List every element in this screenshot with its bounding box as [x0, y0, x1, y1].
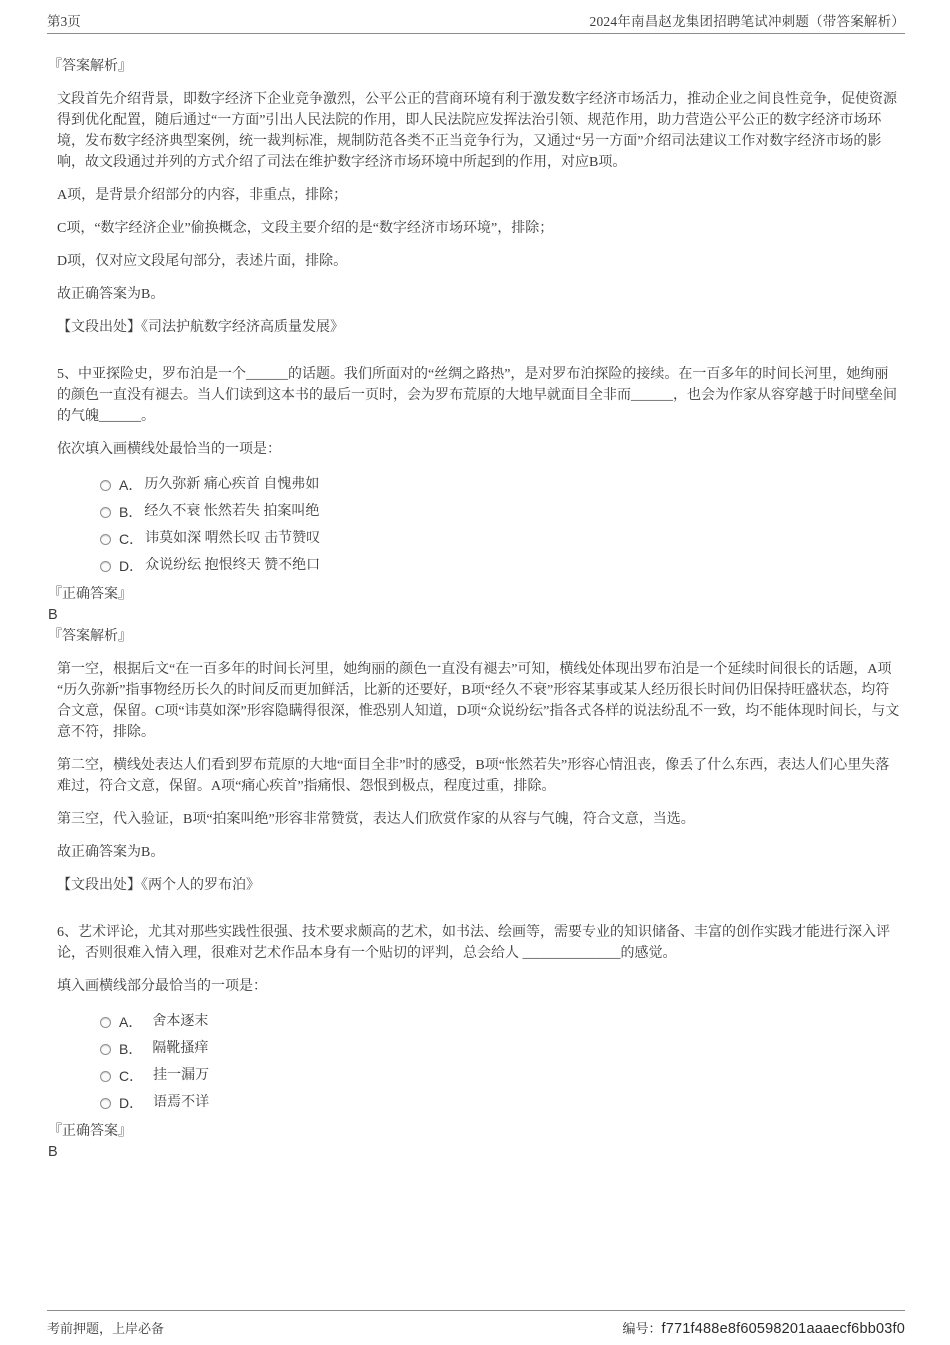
- radio-button-icon[interactable]: [100, 480, 111, 491]
- q5-analysis-blank-1: 第一空，根据后文“在一百多年的时间长河里，她绚丽的颜色一直没有褪去”可知，横线处体现出罗布泊是一个延续时间很长的话题，A项“历久弥新”指事物经历长久的时间反而更加鲜活，比新的还要好，B项“经久不衰”形容某事或某人经历很长时间仍旧保持旺盛状态，均符合文意，保留。C项“讳莫如深”形容隐瞒得很深，惟恐别人知道，D项“众说纷纭”指各式各样的说法纷乱不一致，均不能体现时间长，与文意不符，排除。: [57, 662, 900, 740]
- option-letter: A．: [119, 477, 143, 493]
- q4-point-d: D项，仅对应文段尾句部分，表述片面，排除。: [57, 254, 348, 269]
- radio-button-icon[interactable]: [100, 561, 111, 572]
- q5-conclusion: 故正确答案为B。: [57, 845, 165, 860]
- option-text: 众说纷纭 抱恨终天 赞不绝口: [145, 558, 321, 573]
- question-6-options: [100, 1012, 902, 1113]
- option-letter: B．: [119, 1041, 143, 1057]
- radio-button-icon[interactable]: [100, 507, 111, 518]
- q4-analysis-heading: 『答案解析』: [48, 59, 132, 74]
- question-5-instruction: 依次填入画横线处最恰当的一项是：: [57, 442, 281, 457]
- radio-button-icon[interactable]: [100, 1098, 111, 1109]
- option-text: 历久弥新 痛心疾首 自愧弗如: [144, 477, 320, 492]
- option-letter: A．: [119, 1014, 143, 1030]
- option-text: 经久不衰 怅然若失 拍案叫绝: [144, 504, 320, 519]
- question-6-option-a[interactable]: [100, 1012, 902, 1032]
- option-text: 隔靴搔痒: [152, 1041, 209, 1056]
- radio-button-icon[interactable]: [100, 1044, 111, 1055]
- q5-analysis-heading: 『答案解析』: [48, 629, 132, 644]
- q5-correct-answer-heading: 『正确答案』: [48, 587, 132, 602]
- radio-button-icon[interactable]: [100, 534, 111, 545]
- page-number: 第3页: [47, 14, 81, 29]
- q5-analysis-blank-2: 第二空，横线处表达人们看到罗布荒原的大地“面目全非”时的感受，B项“怅然若失”形容心情沮丧，像丢了什么东西，表达人们心里失落难过，符合文意，保留。A项“痛心疾首”指痛恨、怨恨到极点，程度过重，排除。: [57, 758, 890, 794]
- q4-source-note: 【文段出处】《司法护航数字经济高质量发展》: [57, 320, 344, 335]
- option-text: 讳莫如深 喟然长叹 击节赞叹: [145, 531, 321, 546]
- footer-serial: [623, 1318, 905, 1337]
- question-6-option-b[interactable]: [100, 1039, 902, 1059]
- radio-button-icon[interactable]: [100, 1017, 111, 1028]
- option-letter: C．: [119, 531, 144, 547]
- q5-analysis-blank-3: 第三空，代入验证，B项“拍案叫绝”形容非常赞赏，表达人们欣赏作家的从容与气魄，符合文意，当选。: [57, 812, 695, 827]
- footer-serial-label: 编号：: [622, 1321, 662, 1336]
- q5-correct-answer-value: B: [48, 607, 58, 623]
- option-letter: C．: [119, 1068, 144, 1084]
- q4-point-c: C项，“数字经济企业”偷换概念，文段主要介绍的是“数字经济市场环境”，排除；: [57, 221, 554, 236]
- option-text: 舍本逐末: [152, 1014, 209, 1029]
- option-text: 挂一漏万: [153, 1068, 210, 1083]
- question-5-option-d[interactable]: [100, 556, 902, 576]
- page-footer: [47, 1310, 905, 1337]
- footer-slogan: 考前押题，上岸必备: [47, 1321, 165, 1336]
- question-6-instruction: 填入画横线部分最恰当的一项是：: [57, 979, 267, 994]
- question-5-option-b[interactable]: [100, 502, 902, 522]
- question-5-stem: 5、中亚探险史，罗布泊是一个______的话题。我们所面对的“丝绸之路热”，是对罗布泊探险的接续。在一百多年的时间长河里，她绚丽的颜色一直没有褪去。当人们读到这本书的最后一页时，会为罗布荒原的大地早就面目全非而______，也会为作家从容穿越于时间壁垒间的气魄______。: [57, 367, 897, 424]
- q6-correct-answer-value: B: [48, 1144, 58, 1160]
- question-6-option-c[interactable]: [100, 1066, 902, 1086]
- q4-conclusion: 故正确答案为B。: [57, 287, 165, 302]
- question-5-option-a[interactable]: [100, 475, 902, 495]
- option-letter: B．: [119, 504, 143, 520]
- q5-source-note: 【文段出处】《两个人的罗布泊》: [57, 878, 260, 893]
- question-6-option-d[interactable]: [100, 1093, 902, 1113]
- q4-analysis-paragraph: 文段首先介绍背景，即数字经济下企业竞争激烈，公平公正的营商环境有利于激发数字经济市场活力，推动企业之间良性竞争，促使资源得到优化配置，随后通过“一方面”引出人民法院的作用，即人民法院应发挥法治引领、规范作用，助力营造公平公正的数字经济市场环境，发布数字经济典型案例，统一裁判标准，规制防范各类不正当竞争行为，又通过“另一方面”介绍司法建议工作对数字经济市场的影响，故文段通过并列的方式介绍了司法在维护数字经济市场环境中所起到的作用，对应B项。: [57, 92, 897, 170]
- q4-point-a: A项，是背景介绍部分的内容，非重点，排除；: [57, 188, 348, 203]
- option-letter: D．: [119, 558, 144, 574]
- question-5-options: [100, 475, 902, 576]
- question-5-option-c[interactable]: [100, 529, 902, 549]
- option-text: 语焉不详: [153, 1095, 210, 1110]
- question-6-stem: 6、艺术评论，尤其对那些实践性很强、技术要求颇高的艺术，如书法、绘画等，需要专业的知识储备、丰富的创作实践才能进行深入评论，否则很难入情入理，很难对艺术作品本身有一个贴切的评判，总会给人 ______________的感觉。: [57, 925, 890, 961]
- document-title: 2024年南昌赵龙集团招聘笔试冲刺题（带答案解析）: [589, 14, 905, 29]
- footer-serial-code: f771f488e8f60598201aaaecf6bb03f0: [661, 1321, 905, 1337]
- q6-correct-answer-heading: 『正确答案』: [48, 1124, 132, 1139]
- page-header: [47, 10, 905, 34]
- option-letter: D．: [119, 1095, 144, 1111]
- radio-button-icon[interactable]: [100, 1071, 111, 1082]
- document-content: [48, 44, 902, 1163]
